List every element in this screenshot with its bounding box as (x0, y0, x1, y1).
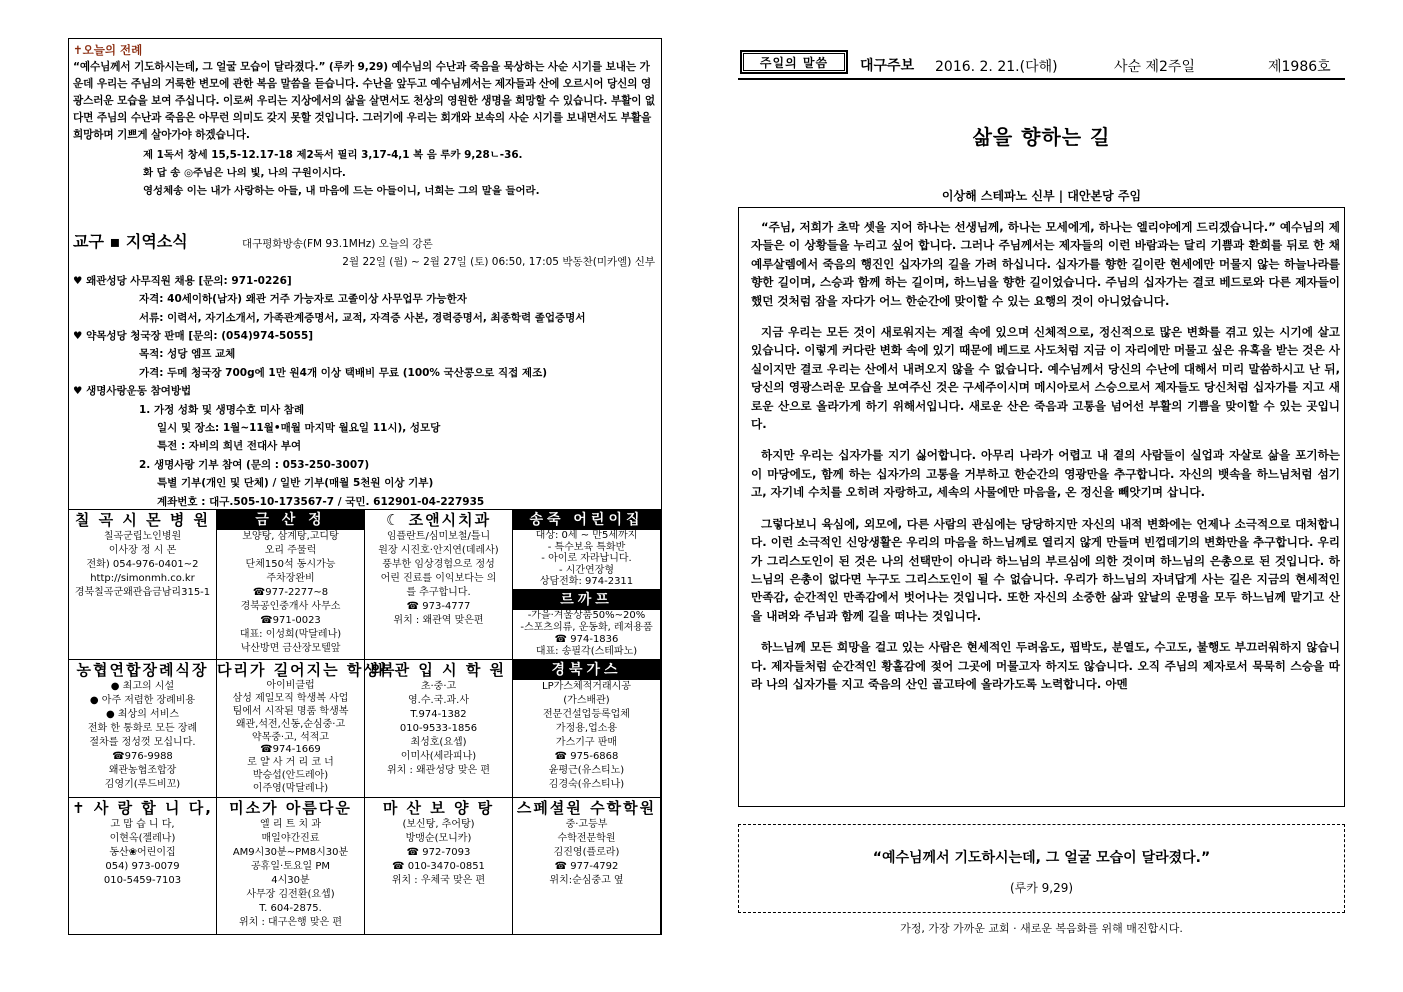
liturgy-body: “예수님께서 기도하시는데, 그 얼굴 모습이 달라졌다.” (루카 9,29) 예수님의 수난과 죽음을 묵상하는 사순 시기를 보내는 가운데 우리는 주님의 거룩한 변모에 관한 복음 말씀을 듣습니다. 수난을 앞두고 예수님께서는 제자들과 산에 오르시어 당신의 영광스러운 모습을 보여 주십니다. 이로써 우리는 지상에서의 삶을 살면서도 천상의 영원한 생명을 희망할 수 있습니다. 부활이 없다면 주님의 수난과 죽음은 아무런 의미도 갖지 못할 것입니다. 그러기에 우리는 회개와 보속의 사순 시기를 보내면서도 부활을 희망하며 기쁘게 살아가야 하겠습니다. (73, 61, 656, 141)
ad-line: 이미사(세라피나) (400, 751, 477, 762)
issue-date: 2016. 2. 21.(다해) (935, 59, 1058, 75)
ad-box (513, 510, 661, 590)
ad-line: ☎976-9988 (112, 751, 173, 762)
ad-line: 임플란트/심미보철/틀니 (386, 531, 491, 542)
ad-title: 금 산 정 (217, 510, 364, 530)
news-item: 1. 가정 성화 및 생명수호 미사 참례 (139, 403, 305, 416)
news-item: 목적: 성당 엠프 교체 (139, 348, 236, 361)
ad-line: - 아이로 자라납니다. (541, 553, 632, 565)
news-item: 계좌번호 : 대구.505-10-173567-7 / 국민. 612901-04-227935 (157, 495, 485, 508)
ad-line: 약목중·고, 석적고 (251, 731, 330, 743)
liturgical-season: 사순 제2주일 (1114, 59, 1195, 75)
ad-box (69, 660, 217, 798)
news-items (73, 272, 657, 511)
ad-line: 원장 시진호·안지연(데레사) (378, 545, 499, 556)
ad-box (69, 798, 217, 935)
ad-line: - 시간연장형 (558, 564, 615, 576)
ad-line: 고 맙 습 니 다, (110, 819, 175, 830)
ad-line: 대상: 0세 ~ 만5세까지 (535, 530, 638, 541)
ad-box (365, 660, 513, 798)
ad-box (513, 660, 661, 798)
ad-line: 위치 : 우체국 맞은 편 (391, 875, 486, 886)
ad-line: T. 604-2875. (259, 903, 322, 914)
ad-box (513, 798, 661, 935)
ad-line: 공휴일·토요일 PM (251, 861, 330, 872)
news-item: ♥ 약목성당 청국장 판매 [문의: (054)974-5055] (73, 330, 314, 343)
ad-line: 최성호(요셉) (410, 737, 467, 748)
radio-notice: 대구평화방송(FM 93.1MHz) 오늘의 강론 (242, 238, 433, 250)
ad-line: 김경숙(유스티나) (548, 779, 625, 790)
ad-line: 아이비클럽 (266, 680, 315, 691)
diocese-news-section (69, 229, 661, 509)
ad-line: 가정용,업소용 (555, 723, 618, 734)
ad-line: 경북칠곡군왜관읍금남리315-1 (74, 587, 211, 598)
ad-line: 010-9533-1856 (399, 723, 478, 734)
ad-line: 팀에서 시작된 명품 학생복 (232, 705, 349, 717)
left-page (68, 38, 662, 935)
ad-line: 왜관농협조합장 (108, 765, 177, 776)
ad-line: 054) 973-0079 (105, 861, 180, 872)
ad-line: 주차장완비 (266, 573, 315, 584)
ad-line: (가스배관) (563, 695, 610, 706)
ad-line: 위치 : 대구은행 맞은 편 (238, 917, 343, 928)
ad-line: 영.수.국.과.사 (407, 695, 469, 706)
ad-title: 농협연합장례식장 (76, 661, 209, 679)
ad-line: 낙산방면 금산장모텔앞 (240, 643, 341, 654)
ad-line: 대표: 송필각(스테파노) (535, 646, 638, 657)
ad-line: http://simonmh.co.kr (90, 573, 195, 584)
ad-line: 방맹순(모니카) (405, 833, 472, 844)
ad-line: ☎977-2277~8 (252, 587, 329, 598)
liturgy-heading: ✝오늘의 전례 (73, 43, 143, 57)
ad-line: 오리 주물럭 (264, 545, 317, 556)
ad-line: -스포츠의류, 운동화, 레져용품 (520, 622, 653, 633)
ad-line: 초·중·고 (420, 681, 457, 692)
ad-line: 위치 : 왜관성당 맞은 편 (386, 765, 491, 776)
ad-line: ☎ 972-7093 (406, 847, 471, 858)
news-item: ♥ 왜관성당 사무직원 채용 [문의: 971-0226] (73, 274, 292, 287)
homily-paragraph: 지금 우리는 모든 것이 새로워지는 계절 속에 있으며 신체적으로, 정신적으로 많은 변화를 겪고 있는 시기에 살고 있습니다. 이렇게 커다란 변화 속에 있기 때문에 베드로 사도처럼 지금 이 자리에만 머물고 싶은 유혹을 받는 것은 사실이지만 결코 우리는 산에서 내려오지 않을 수 없습니다. 예수님께서 당신의 수난에 대해서 미리 말씀하시고 난 뒤, 당신의 영광스러운 모습을 보여주신 것은 구세주이시며 메시아로서 스승으로서 제자들도 당신처럼 십자가를 지고 새로운 산으로 올라가게 하기 위해서입니다. 새로운 산은 죽음과 고통을 넘어선 부활의 기쁨을 맞이할 수 있는 곳입니다. (751, 325, 1340, 432)
ad-line: 위치 : 왜관역 맞은편 (393, 615, 484, 626)
ad-title: ☾ 조앤시치과 (385, 511, 492, 529)
news-item: ♥ 생명사랑운동 참여방법 (73, 385, 192, 398)
ad-line: 삼성 제일모직 학생복 사업 (232, 692, 349, 704)
homily-paragraph: “주님, 저희가 초막 셋을 지어 하나는 선생님께, 하나는 모세에게, 하나는 엘리야에게 드리겠습니다.” 예수님의 제자들은 이 상황들을 누리고 싶어 합니다. 그러나 주님께서는 제자들의 이런 바람과는 달리 기쁨과 환희를 뒤로 한 채 예루살렘에서 죽음의 행진인 십자가의 길을 가려 하십니다. 십자가를 향한 길이란 현세에만 머물지 않는 하늘나라를 향한 길이며, 스승과 함께 하는 길이며, 하느님을 향한 길이었습니다. 주님의 십자가는 결코 베드로와 다른 제자들이 했던 것처럼 잠을 자다가 어느 한순간에 맞이할 수 있는 요행의 것이 아니었습니다. (751, 220, 1340, 308)
ad-line: ☎ 010-3470-0851 (392, 861, 485, 872)
ad-line: 김진영(플로라) (553, 847, 620, 858)
ad-line: 김영기(루드비꼬) (104, 779, 181, 790)
ad-line: 이사장 정 시 몬 (108, 545, 177, 556)
paper-name: 대구주보 (860, 58, 915, 74)
ad-line: 중·고등부 (565, 819, 608, 830)
acclamation-line: 영성체송 이는 내가 사랑하는 아들, 내 마음에 드는 아들이니, 너희는 그의 말을 들어라. (143, 185, 540, 197)
ad-line: 동산❀어린이집 (109, 847, 176, 858)
issue-number: 제1986호 (1268, 59, 1331, 75)
ad-line: 어린 진료를 이익보다는 의 (380, 573, 497, 584)
ad-title: 스페셜원 수학학원 (516, 799, 657, 817)
ad-line: 전문건설업등록업체 (543, 709, 630, 720)
ad-box (513, 590, 661, 660)
ad-box (69, 510, 217, 660)
ad-line: 위치:순심중고 옆 (549, 875, 624, 886)
ad-title: 마 산 보 양 탕 (382, 799, 495, 817)
news-item: 자격: 40세이하(남자) 왜관 거주 가능자로 고졸이상 사무업무 가능한자 (139, 293, 467, 306)
quote-ref: (루카 9,29) (1009, 881, 1074, 895)
ad-line: AM9시30분~PM8시30분 (232, 847, 349, 858)
ad-box (217, 660, 397, 798)
ad-line: 대표: 이성희(막달레나) (239, 629, 342, 640)
ad-title: 송죽 어린이집 (513, 510, 660, 530)
ad-line: 수학전문학원 (557, 833, 616, 844)
ad-line: 매일야간진료 (261, 833, 320, 844)
ad-line: 절차를 정성껏 모십니다. (89, 737, 196, 748)
ads-grid (69, 509, 661, 934)
ad-line: 4시30분 (271, 875, 310, 886)
homily-title: 삶을 향하는 길 (972, 125, 1111, 149)
homily-body (738, 207, 1345, 807)
news-item: 서류: 이력서, 자기소개서, 가족관계증명서, 교적, 자격증 사본, 경력증명서, 최종학력 졸업증명서 (139, 311, 586, 324)
ad-box (365, 510, 513, 660)
ad-box (217, 510, 365, 660)
news-item: 특전 : 자비의 희년 전대사 부여 (157, 440, 302, 453)
ad-line: 엘 리 트 치 과 (259, 819, 321, 830)
ad-line: 전화 한 통화로 모든 장례 (87, 723, 198, 734)
ad-line: ☎ 975-6868 (554, 751, 619, 762)
ad-line: - 특수보육 특화반 (547, 541, 626, 553)
homily-paragraph: 하느님께 모든 희망을 걸고 있는 사람은 현세적인 두려움도, 핍박도, 분열도, 수고도, 불행도 부끄러워하지 않습니다. 제자들처럼 순간적인 황홀감에 젖어 그곳에 머물고자 하지도 않습니다. 오직 주님의 제자로서 묵묵히 스승을 따라 나의 십자가를 지고 죽음의 산인 골고타에 올라가도록 노력합니다. 아멘 (751, 640, 1340, 691)
ad-line: 단체150석 동시가능 (245, 559, 336, 570)
ad-line: 이현옥(젤레나) (109, 833, 176, 844)
ad-line: 가스기구 판매 (555, 737, 618, 748)
ad-title: 왜 관 입 시 학 원 (370, 661, 507, 679)
ad-title: 경북가스 (513, 660, 660, 680)
homily-author: 이상해 스테파노 신부 | 대안본당 주임 (941, 189, 1142, 203)
ad-line: ☎ 974-1836 (554, 634, 619, 645)
ad-line: ☎974-1669 (260, 744, 321, 756)
gospel-quote-box (738, 824, 1345, 913)
readings-line: 제 1독서 창세 15,5-12.17-18 제2독서 필리 3,17-4,1 복 음 루카 9,28ㄴ-36. (143, 149, 523, 161)
ad-line: 풍부한 임상경험으로 정성 (382, 559, 495, 570)
ad-line: 로 얄 사 거 리 코 너 (247, 757, 334, 769)
ad-line: 010-5459-7103 (103, 875, 182, 886)
ad-line: 상담전화: 974-2311 (539, 576, 634, 588)
ad-line: ● 최상의 서비스 (105, 709, 180, 720)
ad-line: 경북공인중개사 사무소 (240, 601, 341, 612)
bulletin-header (738, 48, 1345, 80)
ad-box (217, 798, 365, 935)
ad-line: 박승섭(안드레아) (252, 770, 329, 782)
ad-title: 칠 곡 시 몬 병 원 (74, 511, 211, 529)
ad-title: 다리가 길어지는 학생복 (217, 661, 397, 679)
ad-line: 를 추구합니다. (406, 587, 471, 598)
ad-line: 칠곡군립노인병원 (103, 531, 182, 542)
quote-text: “예수님께서 기도하시는데, 그 얼굴 모습이 달라졌다.” (872, 850, 1211, 866)
ad-line: 왜관,석전,신동,순심중·고 (235, 718, 346, 730)
news-item: 특별 기부(개인 및 단체) / 일반 기부(매월 5천원 이상 기부) (157, 477, 434, 490)
news-item: 가격: 두메 청국장 700g에 1만 원4개 이상 택배비 무료 (100% 국산콩으로 직접 제조) (139, 366, 548, 379)
ad-box (365, 798, 513, 935)
radio-schedule: 2월 22일 (월) ~ 2월 27일 (토) 06:50, 17:05 박동찬(미카엘) 신부 (342, 256, 655, 269)
footer-slogan: 가정, 가장 가까운 교회 · 새로운 복음화를 위해 매진합시다. (900, 922, 1183, 935)
ad-line: ☎ 977-4792 (554, 861, 619, 872)
ad-line: 사무장 김전환(요셉) (246, 889, 335, 900)
ad-title: ✝ 사 랑 합 니 다, (72, 799, 213, 817)
ad-title: 르까프 (513, 590, 660, 610)
ad-line: 보양탕, 삼계탕,고디탕 (242, 531, 339, 542)
ad-line: ● 최고의 시설 (110, 681, 175, 692)
news-title: 교구 ▪ 지역소식 (73, 232, 188, 251)
ad-line: T.974-1382 (410, 709, 467, 720)
ad-line: -가을·겨울상품50%~20% (527, 610, 646, 621)
ad-line: ☎ 973-4777 (406, 601, 471, 612)
psalm-line: 화 답 송 ◎주님은 나의 빛, 나의 구원이시다. (143, 167, 346, 179)
ad-line: ☎971-0023 (260, 615, 321, 626)
ad-line: 전화) 054-976-0401~2 (86, 559, 199, 570)
homily-paragraph: 그렇다보니 육심에, 외모에, 다른 사람의 관심에는 당당하지만 자신의 내적 변화에는 언제나 소극적으로 대처합니다. 이런 소극적인 신앙생활은 우리의 마음을 하느님께로 열리지 않게 만들며 빈껍데기의 변화만을 추구합니다. 우리가 그리스도인이 된 것은 나의 선택만이 아니라 하느님의 부르심에 의한 것이며 하느님의 은총으로 된 것입니다. 하느님의 은총이 없다면 누구도 그리스도인이 될 수 없습니다. 우리가 하느님의 자녀답게 사는 길은 지금의 현세적인 만족감, 순간적인 만족감에서 벗어나는 것입니다. 또한 자신의 소중한 삶과 앞날의 운명을 모두 하느님께 맡기고 산을 내려와 주님과 함께 길을 떠나는 것입니다. (751, 516, 1340, 623)
homily-paragraph: 하지만 우리는 십자가를 지기 싫어합니다. 아무리 나라가 어렵고 내 곁의 사람들이 실업과 자살로 삶을 포기하는 이 마당에도, 함께 하는 십자가의 고통을 거부하고 한순간의 영광만을 추구합니다. 자신의 뱃속을 하느님처럼 섬기고, 자기네 수치를 오히려 자랑하고, 세속의 사물에만 마음을, 온 정신을 빼앗기며 삽니다. (751, 448, 1340, 500)
todays-liturgy-section (69, 39, 661, 227)
news-item: 2. 생명사랑 기부 참여 (문의 : 053-250-3007) (139, 458, 370, 471)
ad-line: (보신탕, 추어탕) (402, 819, 475, 830)
sunday-word-tag: 주일의 말씀 (740, 50, 848, 74)
ad-line: ● 아주 저렴한 장례비용 (89, 695, 196, 706)
news-item: 일시 및 장소: 1월~11월•매월 마지막 월요일 11시), 성모당 (157, 422, 441, 435)
ad-title: 미소가 아름다운 (229, 799, 352, 817)
ad-line: 이주영(막달레나) (252, 783, 329, 795)
ad-line: LP가스체적거래시공 (542, 681, 631, 692)
ad-line: 윤평근(유스티노) (548, 765, 625, 776)
